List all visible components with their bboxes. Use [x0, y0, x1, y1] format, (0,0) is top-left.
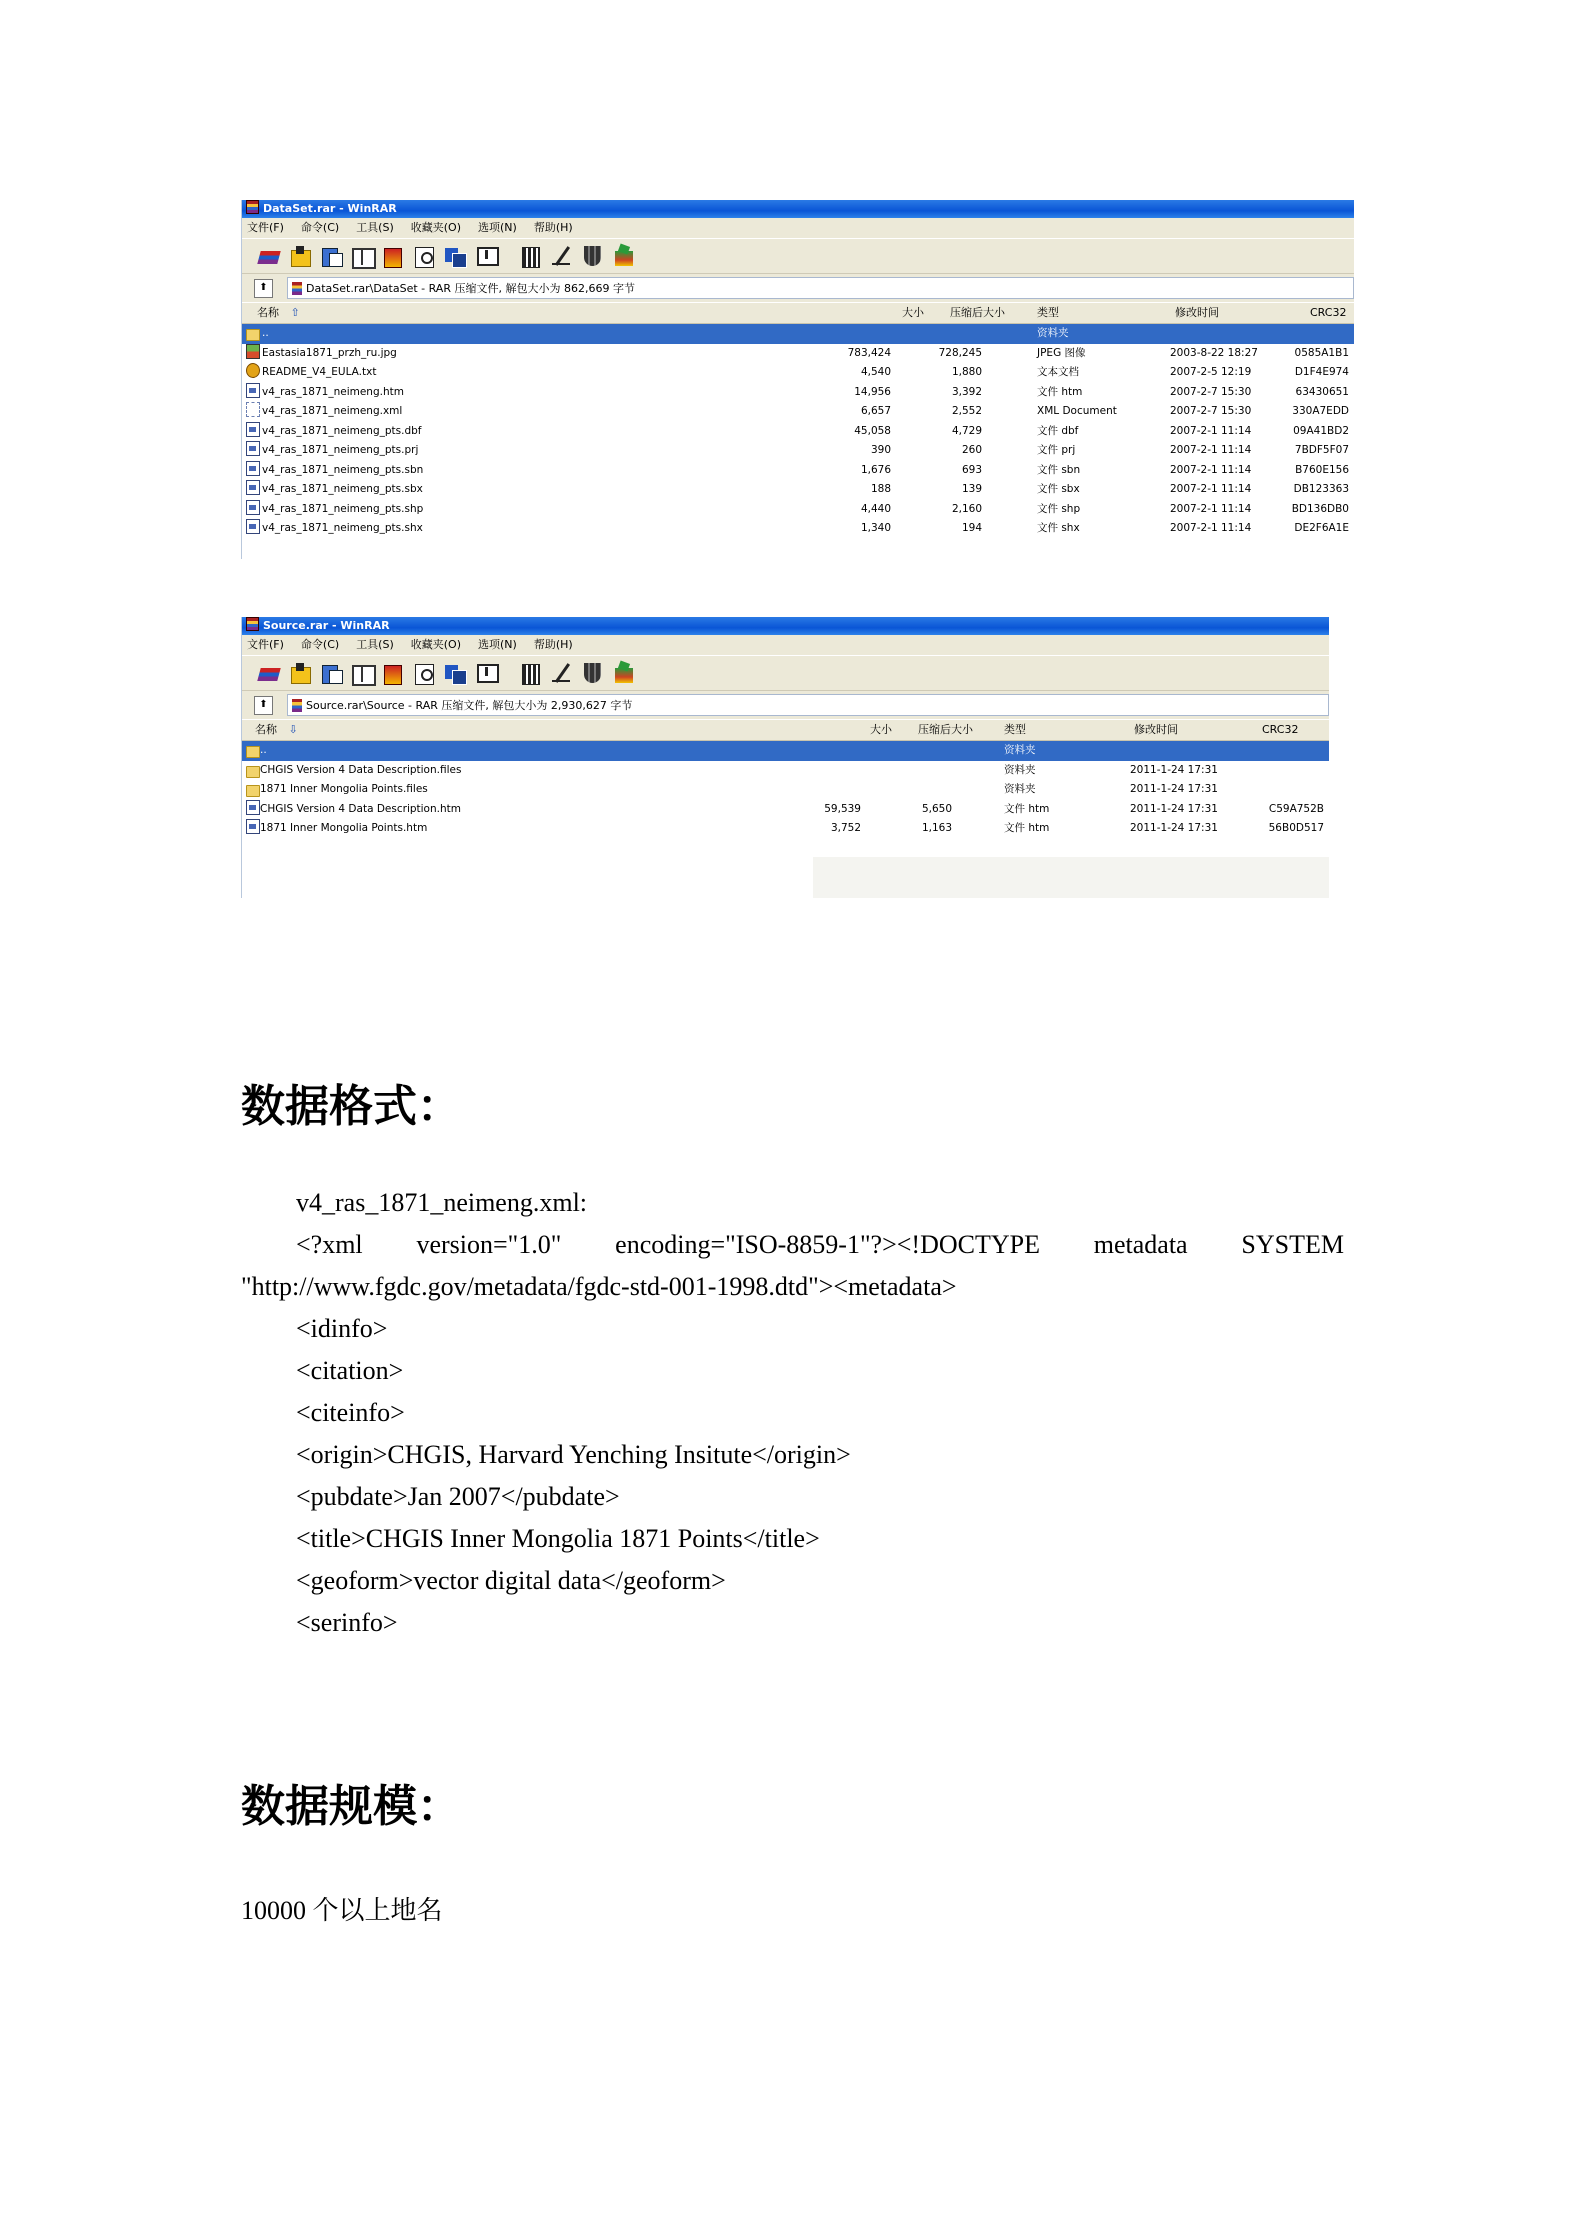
test-icon[interactable]	[318, 660, 345, 687]
winrar-window-source	[241, 617, 1329, 898]
file-crc: 63430651	[1295, 385, 1349, 398]
file-row[interactable]	[242, 461, 1354, 481]
file-type: 文件 htm	[1004, 822, 1050, 834]
file-modified: 2003-8-22 18:27	[1170, 346, 1258, 359]
title-bar[interactable]	[242, 617, 1329, 635]
col-modified[interactable]: 修改时间	[1134, 723, 1178, 736]
menu-options[interactable]: 选项(N)	[478, 638, 517, 651]
col-name-label: 名称	[257, 306, 279, 319]
file-name: v4_ras_1871_neimeng_pts.sbx	[262, 483, 423, 495]
file-type: 资料夹	[1004, 763, 1036, 776]
doc-file-icon	[246, 500, 260, 515]
menu-bar	[242, 635, 1329, 655]
file-type: 资料夹	[1037, 327, 1069, 339]
menu-options[interactable]: 选项(N)	[478, 221, 517, 234]
file-name: v4_ras_1871_neimeng_pts.shx	[262, 522, 423, 534]
file-modified: 2007-2-1 11:14	[1170, 522, 1252, 534]
file-type: 文件 prj	[1037, 444, 1076, 456]
archive-icon	[292, 699, 302, 712]
sfx-icon[interactable]	[611, 660, 638, 687]
data-scale-heading: 数据规模：	[241, 1781, 461, 1832]
doc-file-icon	[246, 519, 260, 534]
file-packed-size: 194	[961, 522, 982, 534]
file-packed-size: 728,245	[938, 346, 982, 359]
up-folder-icon[interactable]: ⬆	[254, 279, 273, 298]
file-name: ..	[260, 744, 267, 756]
xml-decl-part: SYSTEM	[1241, 1230, 1344, 1259]
xml-decl-part: <?xml	[296, 1230, 363, 1259]
xml-line: <idinfo>	[296, 1314, 388, 1343]
data-scale-text: 10000 个以上地名	[241, 1896, 443, 1925]
winrar-app-icon	[246, 200, 259, 214]
file-crc: C59A752B	[1268, 802, 1324, 815]
menu-commands[interactable]: 命令(C)	[300, 638, 340, 651]
file-size: 1,676	[860, 463, 891, 476]
file-packed-size: 5,650	[921, 802, 952, 815]
file-type: XML Document	[1037, 405, 1117, 417]
file-name: v4_ras_1871_neimeng.htm	[262, 385, 404, 398]
xml-line: <origin>CHGIS, Harvard Yenching Insitute</origin>	[296, 1440, 851, 1469]
file-modified: 2007-2-1 11:14	[1170, 444, 1252, 456]
doc-file-icon	[246, 461, 260, 476]
col-type[interactable]: 类型	[1037, 306, 1059, 319]
xml-line: <title>CHGIS Inner Mongolia 1871 Points</title>	[296, 1524, 820, 1553]
file-crc: 0585A1B1	[1294, 346, 1349, 359]
file-name: CHGIS Version 4 Data Description.files	[260, 763, 462, 776]
menu-commands[interactable]: 命令(C)	[300, 221, 340, 234]
add-archive-icon[interactable]	[256, 660, 283, 687]
protect-icon[interactable]	[580, 243, 607, 270]
file-type: 资料夹	[1004, 783, 1036, 795]
wizard-icon[interactable]	[442, 243, 469, 270]
add-archive-icon[interactable]	[256, 243, 283, 270]
file-modified: 2007-2-7 15:30	[1170, 385, 1252, 398]
file-crc: 56B0D517	[1268, 822, 1324, 834]
file-modified: 2007-2-1 11:14	[1170, 483, 1252, 495]
file-type: 文件 shx	[1037, 522, 1080, 534]
doc-file-icon	[246, 441, 260, 456]
extract-to-icon[interactable]	[287, 243, 314, 270]
col-name[interactable]	[257, 303, 300, 323]
virus-scan-icon[interactable]	[518, 243, 545, 270]
toolbar-separator	[504, 660, 514, 687]
xml-line: <citeinfo>	[296, 1398, 405, 1427]
extract-to-icon[interactable]	[287, 660, 314, 687]
virus-scan-icon[interactable]	[518, 660, 545, 687]
file-row[interactable]	[242, 741, 1329, 761]
col-size[interactable]: 大小	[902, 306, 924, 319]
file-size: 4,440	[860, 502, 891, 515]
archive-icon	[292, 282, 302, 295]
toolbar	[242, 655, 1329, 691]
file-row[interactable]	[242, 819, 1329, 839]
file-modified: 2007-2-1 11:14	[1170, 463, 1252, 476]
comment-icon[interactable]	[549, 243, 576, 270]
col-packed[interactable]: 压缩后大小	[918, 723, 973, 736]
file-size: 188	[870, 483, 891, 495]
file-packed-size: 1,880	[951, 366, 982, 378]
menu-help[interactable]: 帮助(H)	[533, 221, 573, 234]
xml-file-icon	[246, 402, 260, 417]
file-name: v4_ras_1871_neimeng_pts.sbn	[262, 463, 424, 476]
file-modified: 2011-1-24 17:31	[1130, 802, 1218, 815]
folder-icon	[246, 746, 260, 758]
file-list	[242, 324, 1354, 539]
file-type: 文件 htm	[1037, 385, 1083, 398]
file-crc: DE2F6A1E	[1294, 522, 1349, 534]
file-packed-size: 260	[961, 444, 982, 456]
data-format-heading: 数据格式：	[241, 1081, 461, 1132]
file-modified: 2007-2-1 11:14	[1170, 424, 1252, 437]
file-modified: 2007-2-7 15:30	[1170, 405, 1252, 417]
file-size: 390	[870, 444, 891, 456]
file-size: 14,956	[854, 385, 891, 398]
file-crc: BD136DB0	[1291, 502, 1349, 515]
file-packed-size: 2,160	[951, 502, 982, 515]
file-packed-size: 139	[961, 483, 982, 495]
file-name: v4_ras_1871_neimeng_pts.dbf	[262, 424, 422, 437]
up-folder-icon[interactable]: ⬆	[254, 696, 273, 715]
window-title: DataSet.rar - WinRAR	[263, 202, 397, 215]
menu-tools[interactable]: 工具(S)	[356, 221, 394, 234]
col-name[interactable]	[255, 720, 298, 740]
file-modified: 2011-1-24 17:31	[1130, 783, 1218, 795]
col-size[interactable]: 大小	[870, 723, 892, 736]
file-crc: 7BDF5F07	[1294, 444, 1349, 456]
file-crc: D1F4E974	[1294, 366, 1349, 378]
file-row[interactable]	[242, 344, 1354, 364]
toolbar	[242, 238, 1354, 274]
file-crc: B760E156	[1295, 463, 1349, 476]
file-packed-size: 3,392	[951, 385, 982, 398]
menu-tools[interactable]: 工具(S)	[356, 638, 394, 651]
title-bar[interactable]	[242, 200, 1354, 218]
file-row[interactable]	[242, 480, 1354, 500]
winrar-window-dataset	[241, 200, 1354, 559]
file-size: 3,752	[830, 822, 861, 834]
file-crc: 330A7EDD	[1292, 405, 1349, 417]
col-crc[interactable]: CRC32	[1262, 723, 1299, 736]
doc-file-icon	[246, 480, 260, 495]
file-packed-size: 4,729	[951, 424, 982, 437]
file-type: 文件 dbf	[1037, 424, 1079, 437]
file-name: README_V4_EULA.txt	[262, 366, 377, 378]
file-size: 783,424	[847, 346, 891, 359]
file-row[interactable]	[242, 363, 1354, 383]
file-row[interactable]	[242, 519, 1354, 539]
file-size: 4,540	[860, 366, 891, 378]
sfx-icon[interactable]	[611, 243, 638, 270]
window-title: Source.rar - WinRAR	[263, 619, 390, 632]
xml-decl-part: version="1.0"	[416, 1230, 562, 1259]
xml-line: <pubdate>Jan 2007</pubdate>	[296, 1482, 620, 1511]
file-packed-size: 693	[961, 463, 982, 476]
folder-icon	[246, 785, 260, 797]
file-modified: 2011-1-24 17:31	[1130, 763, 1218, 776]
view-icon[interactable]	[349, 660, 376, 687]
file-row[interactable]	[242, 324, 1354, 344]
doc-file-icon	[246, 383, 260, 398]
file-size: 45,058	[854, 424, 891, 437]
xml-line: <geoform>vector digital data</geoform>	[296, 1566, 726, 1595]
jpg-file-icon	[246, 344, 260, 359]
xml-declaration-continued: "http://www.fgdc.gov/metadata/fgdc-std-001-1998.dtd"><metadata>	[241, 1272, 957, 1301]
comment-icon[interactable]	[549, 660, 576, 687]
file-row[interactable]	[242, 780, 1329, 800]
col-crc[interactable]: CRC32	[1310, 306, 1347, 319]
xml-decl-part: encoding="ISO-8859-1"?><!DOCTYPE	[615, 1230, 1040, 1259]
folder-icon	[246, 766, 260, 778]
toolbar-separator	[504, 243, 514, 270]
doc-file-icon	[246, 819, 260, 834]
file-name: ..	[262, 327, 269, 339]
file-type: 资料夹	[1004, 744, 1036, 756]
file-row[interactable]	[242, 761, 1329, 781]
path-field[interactable]	[287, 694, 1329, 716]
find-icon[interactable]	[411, 243, 438, 270]
empty-list-area	[813, 857, 1329, 898]
winrar-app-icon	[246, 617, 259, 631]
file-name: CHGIS Version 4 Data Description.htm	[260, 802, 461, 815]
file-row[interactable]	[242, 800, 1329, 820]
file-type: 文件 sbx	[1037, 483, 1080, 495]
xml-line: <serinfo>	[296, 1608, 398, 1637]
file-name: v4_ras_1871_neimeng_pts.shp	[262, 502, 424, 515]
menu-file[interactable]: 文件(F)	[247, 221, 284, 234]
file-type: 文件 sbn	[1037, 463, 1081, 476]
xml-declaration	[296, 1230, 1344, 1260]
file-modified: 2007-2-1 11:14	[1170, 502, 1252, 515]
menu-favorites[interactable]: 收藏夹(O)	[410, 221, 462, 234]
file-type: 文件 shp	[1037, 502, 1081, 515]
file-name: v4_ras_1871_neimeng_pts.prj	[262, 444, 419, 456]
menu-file[interactable]: 文件(F)	[247, 638, 284, 651]
file-size: 59,539	[824, 802, 861, 815]
sort-arrow-icon: ⇩	[288, 723, 298, 736]
info-icon[interactable]	[473, 243, 500, 270]
file-name: Eastasia1871_przh_ru.jpg	[262, 346, 397, 359]
file-name: 1871 Inner Mongolia Points.files	[260, 783, 428, 795]
file-name: v4_ras_1871_neimeng.xml	[262, 405, 403, 417]
path-text: Source.rar\Source - RAR 压缩文件, 解包大小为 2,930,627 字节	[306, 699, 633, 712]
xml-line: <citation>	[296, 1356, 404, 1385]
path-bar	[242, 274, 1354, 302]
menu-help[interactable]: 帮助(H)	[533, 638, 573, 651]
file-row[interactable]	[242, 383, 1354, 403]
file-name: 1871 Inner Mongolia Points.htm	[260, 822, 428, 834]
wizard-icon[interactable]	[442, 660, 469, 687]
xml-filename: v4_ras_1871_neimeng.xml:	[296, 1188, 588, 1217]
xml-decl-part: metadata	[1093, 1230, 1188, 1259]
file-modified: 2011-1-24 17:31	[1130, 822, 1218, 834]
menu-bar	[242, 218, 1354, 238]
file-size: 6,657	[860, 405, 891, 417]
file-crc: DB123363	[1293, 483, 1349, 495]
test-icon[interactable]	[318, 243, 345, 270]
col-type[interactable]: 类型	[1004, 723, 1026, 736]
file-row[interactable]	[242, 422, 1354, 442]
file-packed-size: 1,163	[921, 822, 952, 834]
menu-favorites[interactable]: 收藏夹(O)	[410, 638, 462, 651]
file-row[interactable]	[242, 402, 1354, 422]
file-list	[242, 741, 1329, 839]
file-type: JPEG 图像	[1037, 346, 1086, 359]
path-text: DataSet.rar\DataSet - RAR 压缩文件, 解包大小为 862,669 字节	[306, 282, 635, 295]
file-modified: 2007-2-5 12:19	[1170, 366, 1252, 378]
folder-icon	[246, 329, 260, 341]
col-name-label: 名称	[255, 723, 277, 736]
col-packed[interactable]: 压缩后大小	[950, 306, 1005, 319]
find-icon[interactable]	[411, 660, 438, 687]
file-row[interactable]	[242, 441, 1354, 461]
path-field[interactable]	[287, 277, 1354, 299]
file-size: 1,340	[860, 522, 891, 534]
protect-icon[interactable]	[580, 660, 607, 687]
view-icon[interactable]	[349, 243, 376, 270]
file-type: 文件 htm	[1004, 802, 1050, 815]
delete-icon[interactable]	[380, 660, 407, 687]
column-header	[242, 302, 1354, 324]
file-packed-size: 2,552	[951, 405, 982, 417]
path-bar	[242, 691, 1329, 719]
column-header	[242, 719, 1329, 741]
file-row[interactable]	[242, 500, 1354, 520]
file-crc: 09A41BD2	[1293, 424, 1349, 437]
col-modified[interactable]: 修改时间	[1175, 306, 1219, 319]
doc-file-icon	[246, 422, 260, 437]
delete-icon[interactable]	[380, 243, 407, 270]
readme-file-icon	[246, 363, 260, 378]
sort-arrow-icon: ⇧	[290, 306, 300, 319]
file-type: 文本文档	[1037, 366, 1079, 378]
info-icon[interactable]	[473, 660, 500, 687]
doc-file-icon	[246, 800, 260, 815]
